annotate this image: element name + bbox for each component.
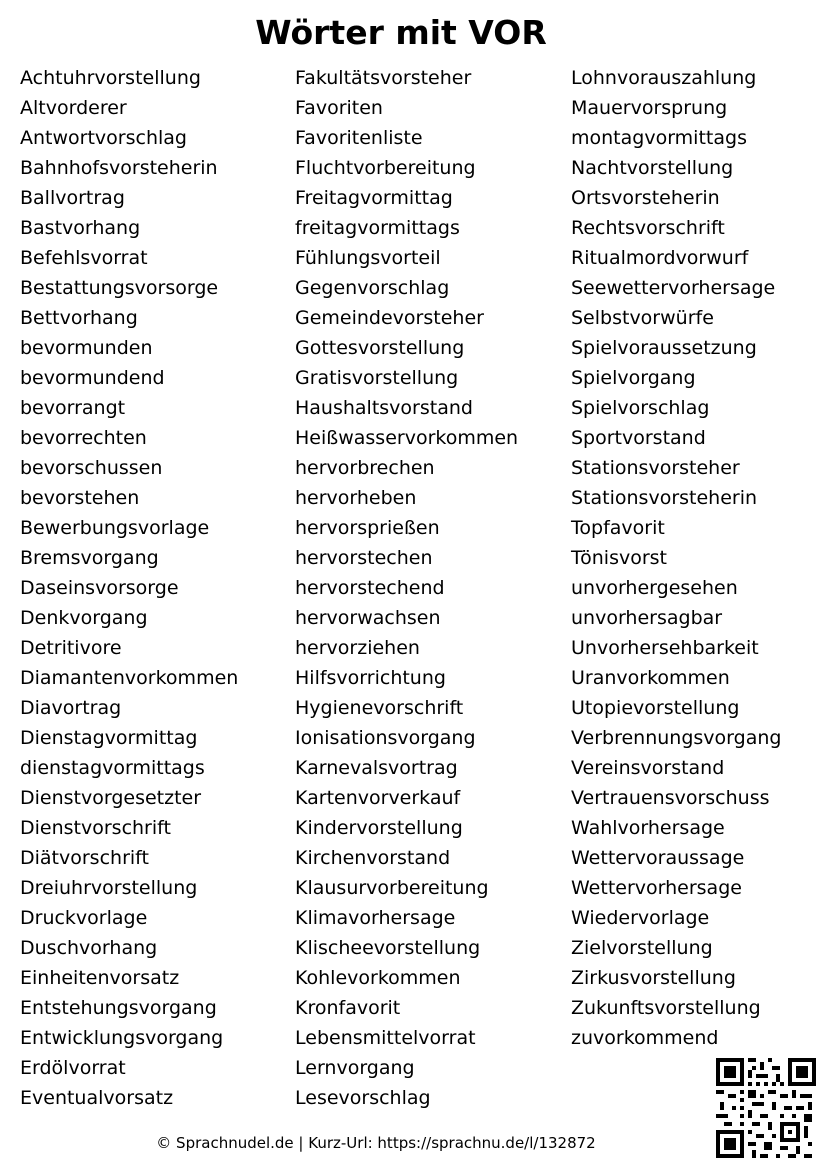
word-list-item: Antwortvorschlag <box>20 127 187 149</box>
word-list-item: montagvormittags <box>571 127 747 149</box>
word-list-item: Befehlsvorrat <box>20 247 148 269</box>
word-list-item: Selbstvorwürfe <box>571 307 714 329</box>
word-list-item: hervorwachsen <box>295 607 441 629</box>
word-list-item: Gottesvorstellung <box>295 337 465 359</box>
word-list-item: Karnevalsvortrag <box>295 757 458 779</box>
word-list-item: hervorstechend <box>295 577 445 599</box>
word-list-item: Bettvorhang <box>20 307 138 329</box>
word-list-item: Stationsvorsteher <box>571 457 740 479</box>
word-list-item: Wiedervorlage <box>571 907 710 929</box>
word-list-item: Dreiuhrvorstellung <box>20 877 198 899</box>
word-list-item: Fluchtvorbereitung <box>295 157 476 179</box>
word-list-item: Ortsvorsteherin <box>571 187 720 209</box>
word-list-item: Dienstagvormittag <box>20 727 198 749</box>
word-list-item: Entstehungsvorgang <box>20 997 217 1019</box>
word-list-item: hervorziehen <box>295 637 420 659</box>
word-list-item: Hilfsvorrichtung <box>295 667 446 689</box>
word-list-item: Kartenvorverkauf <box>295 787 461 809</box>
word-list-item: bevorrangt <box>20 397 126 419</box>
word-list-item: Uranvorkommen <box>571 667 730 689</box>
word-list-item: Zielvorstellung <box>571 937 713 959</box>
word-list-item: Zirkusvorstellung <box>571 967 736 989</box>
word-list-item: Seewettervorhersage <box>571 277 776 299</box>
word-list-item: Lebensmittelvorrat <box>295 1027 476 1049</box>
word-list-item: bevormundend <box>20 367 165 389</box>
word-list-item: Fühlungsvorteil <box>295 247 441 269</box>
word-list-item: Vertrauensvorschuss <box>571 787 770 809</box>
word-list-item: Wettervorhersage <box>571 877 742 899</box>
word-list-item: Favoriten <box>295 97 383 119</box>
word-list-item: hervorbrechen <box>295 457 435 479</box>
word-list-item: Denkvorgang <box>20 607 148 629</box>
word-list-item: Haushaltsvorstand <box>295 397 473 419</box>
word-list-item: Favoritenliste <box>295 127 423 149</box>
word-list-item: unvorhersagbar <box>571 607 723 629</box>
word-list-item: freitagvormittags <box>295 217 460 239</box>
word-list-item: Diätvorschrift <box>20 847 149 869</box>
word-list-item: Klimavorhersage <box>295 907 456 929</box>
word-list-item: bevormunden <box>20 337 153 359</box>
word-list-item: Duschvorhang <box>20 937 158 959</box>
word-list-item: Spielvorgang <box>571 367 696 389</box>
word-list-item: Gegenvorschlag <box>295 277 450 299</box>
footer-credit: © Sprachnudel.de | Kurz-Url: https://sprachnu.de/l/132872 <box>156 1134 596 1152</box>
word-list-item: unvorhergesehen <box>571 577 738 599</box>
word-list-item: Vereinsvorstand <box>571 757 725 779</box>
word-column-3 <box>571 63 781 1053</box>
word-list-item: Stationsvorsteherin <box>571 487 758 509</box>
word-list-item: Hygienevorschrift <box>295 697 464 719</box>
word-list-item: zuvorkommend <box>571 1027 719 1049</box>
word-list-item: Freitagvormittag <box>295 187 453 209</box>
word-list-item: Gemeindevorsteher <box>295 307 484 329</box>
word-list-item: Spielvorschlag <box>571 397 710 419</box>
word-list-item: Diavortrag <box>20 697 122 719</box>
word-list-item: Mauervorsprung <box>571 97 728 119</box>
word-list-item: Bahnhofsvorsteherin <box>20 157 218 179</box>
word-list-item: Klischeevorstellung <box>295 937 481 959</box>
word-list-item: Diamantenvorkommen <box>20 667 239 689</box>
word-list-item: Achtuhrvorstellung <box>20 67 201 89</box>
word-list-item: Utopievorstellung <box>571 697 740 719</box>
word-list-item: Dienstvorschrift <box>20 817 171 839</box>
word-list-item: Wettervoraussage <box>571 847 745 869</box>
word-list-item: Topfavorit <box>571 517 665 539</box>
word-list-item: Zukunftsvorstellung <box>571 997 761 1019</box>
word-list-item: Bremsvorgang <box>20 547 159 569</box>
word-list-item: Spielvoraussetzung <box>571 337 757 359</box>
word-list-item: hervorsprießen <box>295 517 440 539</box>
word-list-item: hervorstechen <box>295 547 433 569</box>
word-column-2 <box>295 63 518 1113</box>
word-list-item: Wahlvorhersage <box>571 817 725 839</box>
word-list-item: Kronfavorit <box>295 997 401 1019</box>
word-list-item: Gratisvorstellung <box>295 367 459 389</box>
word-list-item: Druckvorlage <box>20 907 148 929</box>
word-list-item: Detritivore <box>20 637 122 659</box>
word-list-item: Erdölvorrat <box>20 1057 126 1079</box>
word-column-1 <box>20 63 238 1113</box>
word-list-item: Bestattungsvorsorge <box>20 277 219 299</box>
word-list-item: Kirchenvorstand <box>295 847 451 869</box>
word-list-item: Unvorhersehbarkeit <box>571 637 759 659</box>
word-list-item: bevorrechten <box>20 427 147 449</box>
word-list-item: Einheitenvorsatz <box>20 967 180 989</box>
word-list-item: Kindervorstellung <box>295 817 463 839</box>
word-list-item: Verbrennungsvorgang <box>571 727 782 749</box>
word-list-item: Fakultätsvorsteher <box>295 67 472 89</box>
word-list-item: Eventualvorsatz <box>20 1087 174 1109</box>
word-list-item: Lesevorschlag <box>295 1087 431 1109</box>
word-list-item: Ballvortrag <box>20 187 125 209</box>
word-list-item: Dienstvorgesetzter <box>20 787 202 809</box>
word-list-item: Entwicklungsvorgang <box>20 1027 224 1049</box>
word-list-item: Klausurvorbereitung <box>295 877 489 899</box>
word-list-item: Daseinsvorsorge <box>20 577 179 599</box>
word-list-item: Altvorderer <box>20 97 127 119</box>
word-list-item: hervorheben <box>295 487 417 509</box>
word-list-item: Lernvorgang <box>295 1057 415 1079</box>
word-list-item: Bastvorhang <box>20 217 141 239</box>
word-list-item: dienstagvormittags <box>20 757 205 779</box>
page-title: Wörter mit VOR <box>255 13 547 52</box>
word-list-item: Heißwasservorkommen <box>295 427 519 449</box>
word-list-item: Ionisationsvorgang <box>295 727 476 749</box>
word-list-item: Tönisvorst <box>571 547 667 569</box>
word-list-item: Ritualmordvorwurf <box>571 247 749 269</box>
word-list-item: Nachtvorstellung <box>571 157 734 179</box>
word-list-item: Kohlevorkommen <box>295 967 461 989</box>
word-list-item: Sportvorstand <box>571 427 706 449</box>
word-list-item: bevorschussen <box>20 457 163 479</box>
word-list-item: bevorstehen <box>20 487 140 509</box>
qr-code-image <box>716 1058 816 1158</box>
word-list-item: Rechtsvorschrift <box>571 217 725 239</box>
word-list-item: Bewerbungsvorlage <box>20 517 210 539</box>
word-list-item: Lohnvorauszahlung <box>571 67 757 89</box>
